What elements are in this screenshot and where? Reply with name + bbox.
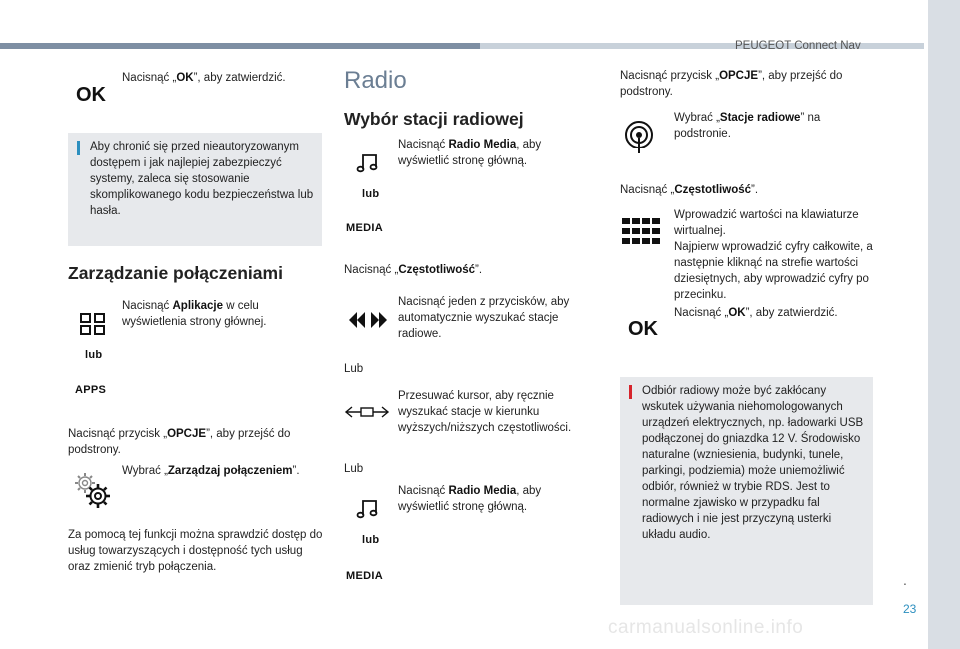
ok-button-label-3: OK xyxy=(628,318,658,340)
media-label: MEDIA xyxy=(346,222,383,234)
radio-media-instruction-2: Nacisnąć Radio Media, aby wyświetlić stronę główną. xyxy=(398,485,542,513)
or-word: Lub xyxy=(344,363,364,375)
keyboard-line-1: Wprowadzić wartości na klawiaturze wirtualnej. xyxy=(674,209,859,237)
info-note-text: Aby chronić się przed nieautoryzowanym dostępem i jak najlepiej zabezpieczyć systemy, zaleca się stosowanie skomplikowanego kodu bezpieczeństwa lub hasła. xyxy=(90,141,314,217)
stations-instruction: Wybrać „Stacje radiowe” na podstronie. xyxy=(674,112,821,140)
settings-gears-icon xyxy=(72,470,112,510)
slider-arrow-icon xyxy=(344,405,390,419)
warning-note xyxy=(620,377,873,605)
or-label: lub xyxy=(85,349,103,361)
slider-instruction: Przesuwać kursor, aby ręcznie wyszukać stacje w kierunku wyższych/niższych częstotliwości. xyxy=(398,390,572,434)
watermark: carmanualsonline.info xyxy=(608,617,804,638)
music-note-icon xyxy=(356,150,380,174)
music-note-icon xyxy=(356,496,380,520)
or-label-2: lub xyxy=(362,534,380,546)
options-instruction-3: Nacisnąć przycisk „OPCJE”, aby przejść do podstrony. xyxy=(620,70,843,98)
keypad-icon xyxy=(622,218,662,244)
apps-instruction: Nacisnąć Aplikacje w celu wyświetlenia strony głównej. xyxy=(122,300,267,328)
running-header: PEUGEOT Connect Nav xyxy=(735,40,861,52)
radio-media-instruction: Nacisnąć Radio Media, aby wyświetlić stronę główną. xyxy=(398,139,542,167)
seek-instruction: Nacisnąć jeden z przycisków, aby automatycznie wyszukać stacje radiowe. xyxy=(398,296,570,340)
apps-grid-icon xyxy=(80,313,106,335)
section-heading-radio: Wybór stacji radiowej xyxy=(344,109,524,129)
or-label: lub xyxy=(362,188,380,200)
manage-description: Za pomocą tej funkcji można sprawdzić dostęp do usług towarzyszących i dostępność tych usług oraz zmienić tryb połączenia. xyxy=(68,529,323,573)
radio-station-icon xyxy=(622,120,656,154)
info-note xyxy=(68,133,322,246)
warning-note-text: Odbiór radiowy może być zakłócany wskutek używania niehomologowanych urządzeń elektrycznych, np. ładowarki USB podłączonej do gniazdka 12 V. Środowisko naturalne (wzniesienia, budynki, tunele, parkingi, podziemia) może uniemożliwić odbiór, również w trybie RDS. Jest to normalne zjawisko w przypadku fal radiowych i nie jest przyczyną usterki układu audio. xyxy=(642,385,864,541)
header-rule-dark xyxy=(0,43,480,49)
warning-marker xyxy=(629,385,632,399)
media-label-2: MEDIA xyxy=(346,570,383,582)
frequency-instruction-3: Nacisnąć „Częstotliwość”. xyxy=(620,184,759,196)
or-word-2: Lub xyxy=(344,463,364,475)
apps-label: APPS xyxy=(75,384,107,396)
page-edge-strip xyxy=(928,0,960,649)
ok-instruction-3: Nacisnąć „OK”, aby zatwierdzić. xyxy=(674,307,838,319)
options-instruction: Nacisnąć przycisk „OPCJE”, aby przejść do podstrony. xyxy=(68,428,291,456)
page-marker: . xyxy=(903,572,907,588)
keyboard-instruction xyxy=(674,207,879,303)
chapter-title: Radio xyxy=(344,67,407,94)
seek-arrows-icon xyxy=(348,311,388,329)
frequency-instruction: Nacisnąć „Częstotliwość”. xyxy=(344,264,483,276)
ok-instruction: Nacisnąć „OK”, aby zatwierdzić. xyxy=(122,72,286,84)
ok-button-label: OK xyxy=(76,84,106,106)
info-marker xyxy=(77,141,80,155)
manage-instruction: Wybrać „Zarządzaj połączeniem”. xyxy=(122,465,300,477)
page-number: 23 xyxy=(903,602,917,616)
section-heading: Zarządzanie połączeniami xyxy=(68,263,283,283)
keyboard-line-2: Najpierw wprowadzić cyfry całkowite, a następnie kliknąć na strefie wartości dziesiętnych, aby wprowadzić cyfry po przecinku. xyxy=(674,241,873,301)
